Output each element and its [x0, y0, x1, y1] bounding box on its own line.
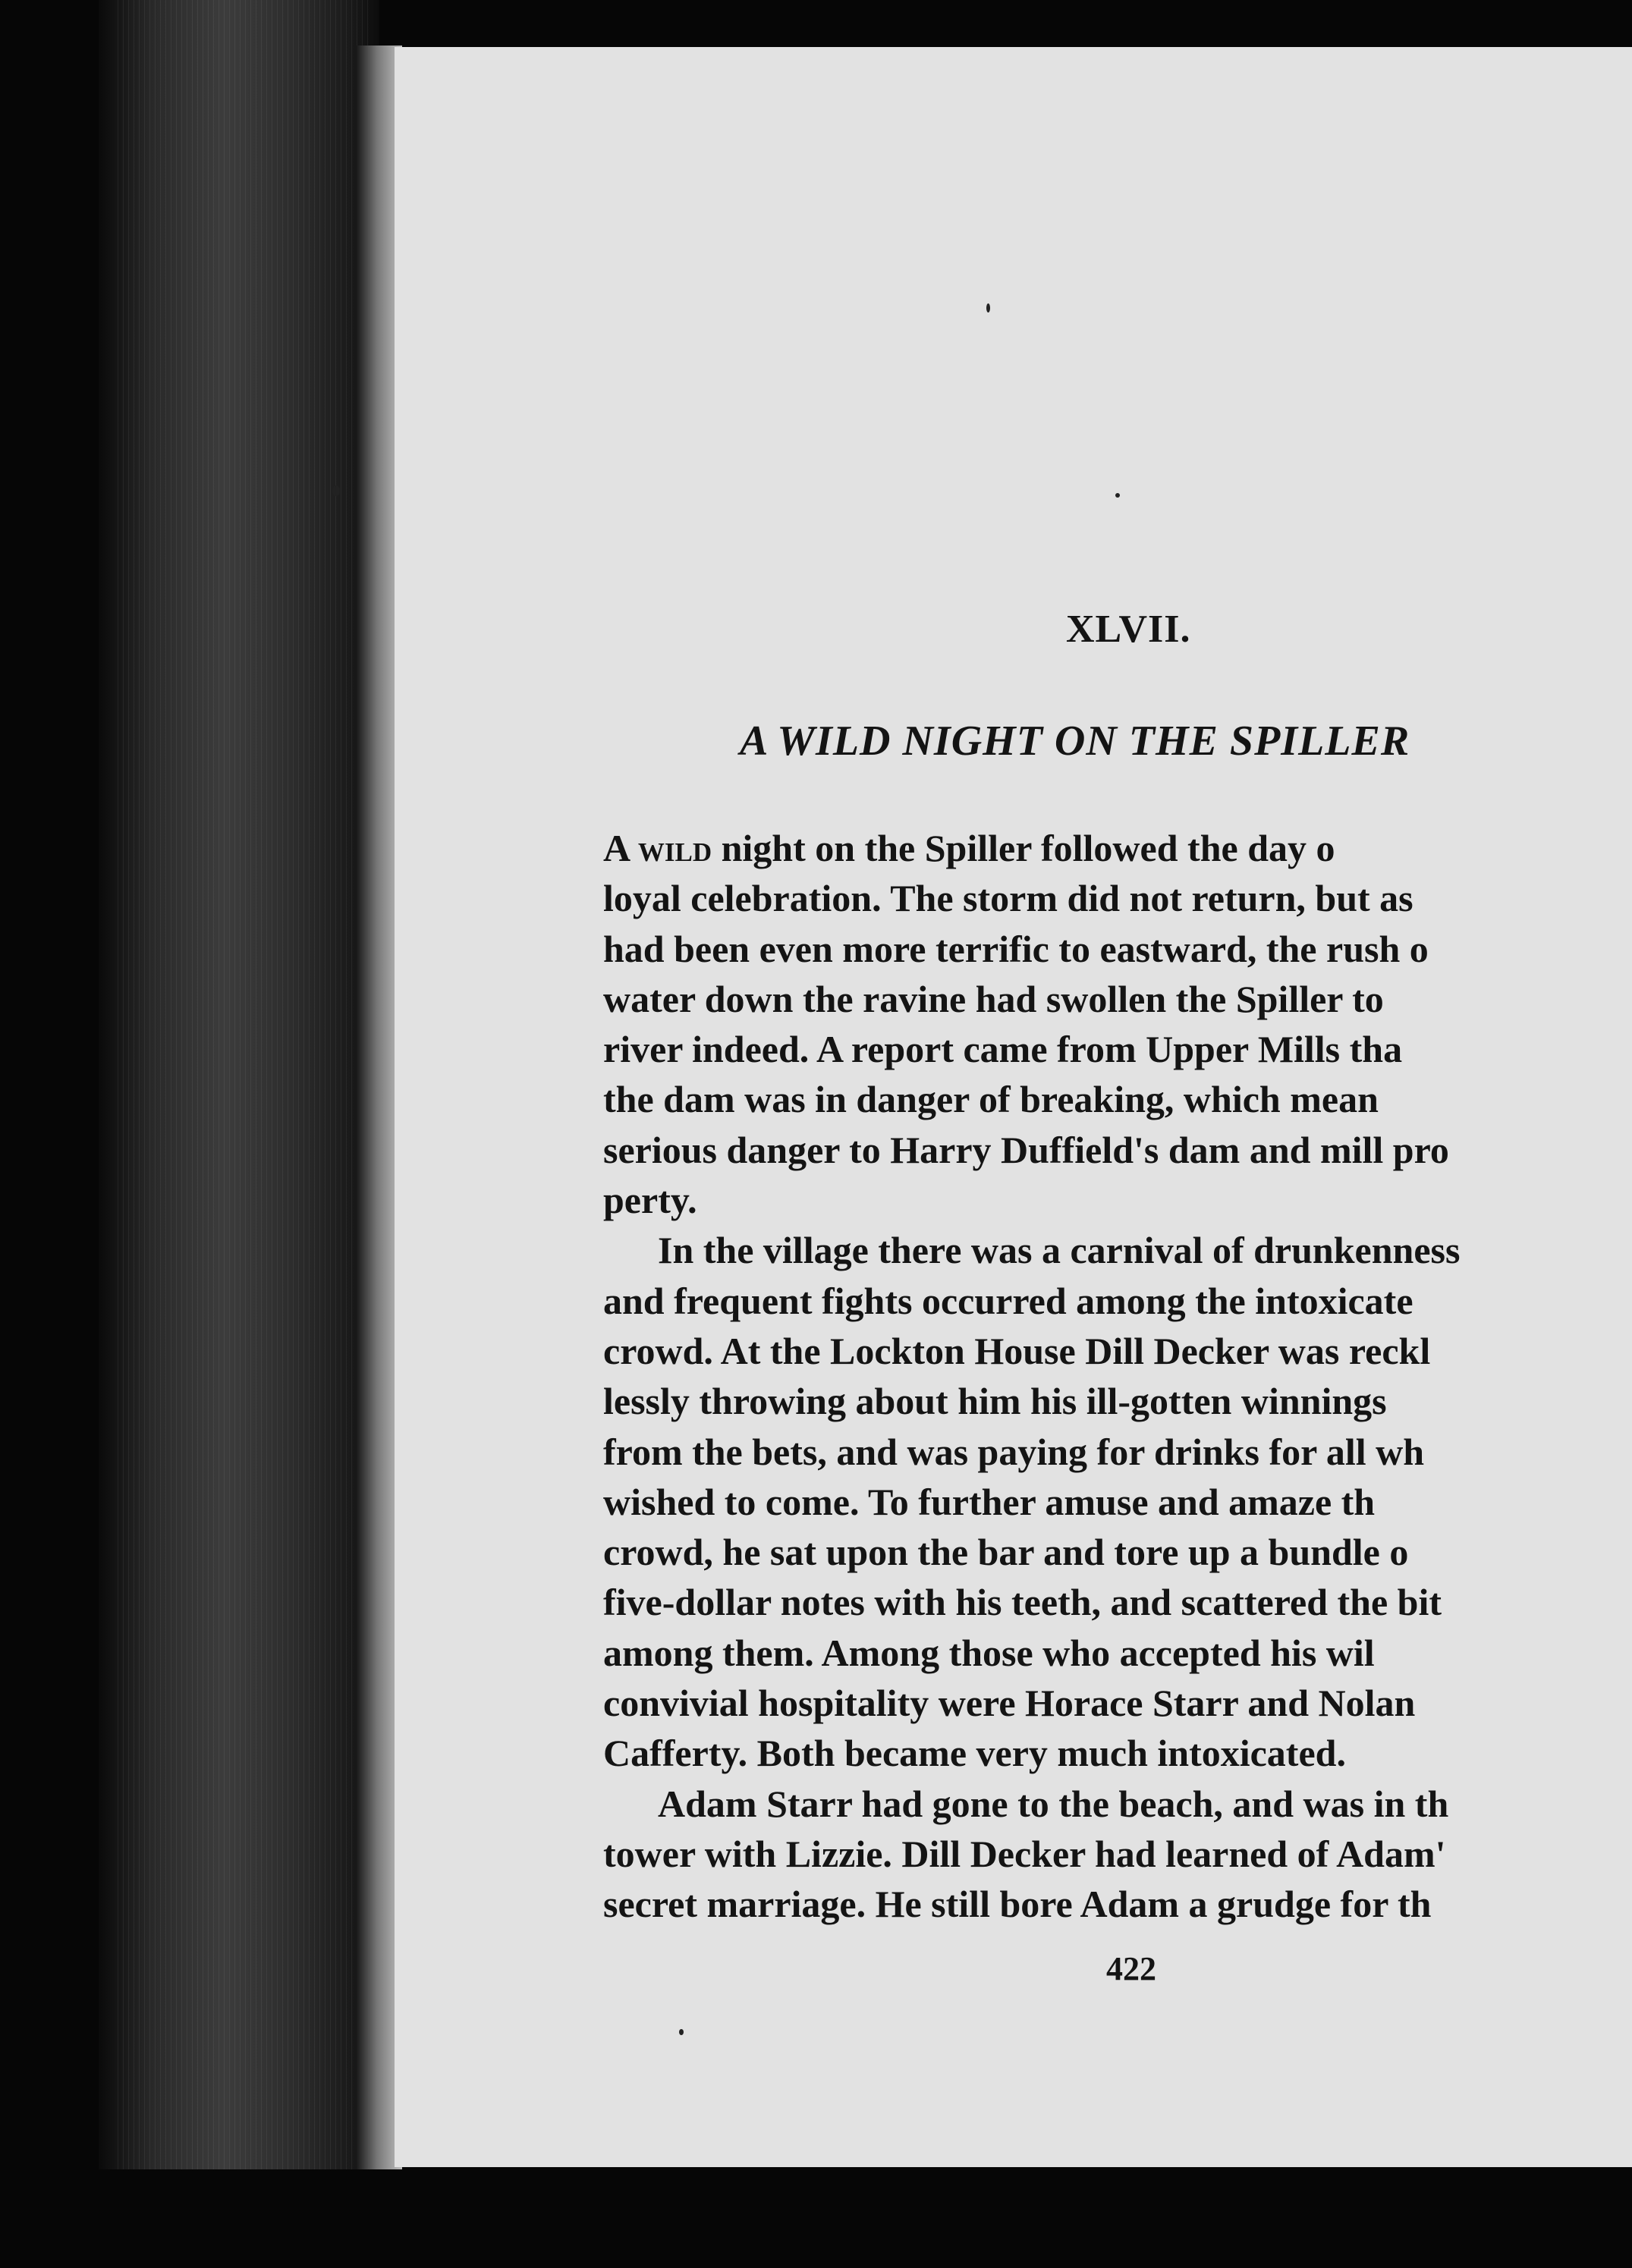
body-line: [603, 1678, 1632, 1728]
line-text: wished to come. To further amuse and amaze th: [603, 1480, 1376, 1523]
line-text: secret marriage. He still bore Adam a grudge for th: [603, 1883, 1432, 1926]
line-text: Cafferty. Both became very much intoxicated.: [603, 1732, 1346, 1775]
body-line: [603, 1427, 1632, 1477]
line-text: and frequent fights occurred among the intoxicate: [603, 1279, 1413, 1322]
body-line: [603, 1477, 1632, 1527]
line-text: night on the Spiller followed the day o: [712, 827, 1335, 869]
body-line: [603, 1024, 1632, 1074]
body-line: [603, 1577, 1632, 1627]
body-line: [603, 924, 1632, 974]
page-number: 422: [1106, 1950, 1156, 1987]
line-text: convivial hospitality were Horace Starr and Nolan: [603, 1682, 1416, 1725]
line-text: five-dollar notes with his teeth, and scattered the bit: [603, 1581, 1442, 1624]
line-text: In the village there was a carnival of drunkenness: [658, 1229, 1461, 1272]
line-text: among them. Among those who accepted his wil: [603, 1631, 1375, 1674]
line-text: crowd, he sat upon the bar and tore up a bundle o: [603, 1531, 1409, 1574]
line-text: crowd. At the Lockton House Dill Decker was reckl: [603, 1329, 1431, 1372]
dust-speck: [986, 303, 990, 313]
body-line: [603, 1527, 1632, 1577]
body-text: [603, 823, 1632, 1930]
body-line: [603, 873, 1632, 923]
body-line: [603, 1225, 1632, 1275]
line-text: serious danger to Harry Duffield's dam and mill pro: [603, 1128, 1449, 1171]
body-line: [603, 823, 1632, 873]
body-line: [603, 1276, 1632, 1326]
line-text: had been even more terrific to eastward, the rush o: [603, 927, 1429, 970]
line-text: lessly throwing about him his ill-gotten winnings: [603, 1380, 1387, 1423]
body-line: [603, 1879, 1632, 1929]
body-line: [603, 1175, 1632, 1225]
body-line: [603, 1628, 1632, 1678]
body-line: [603, 1779, 1632, 1829]
chapter-title: A WILD NIGHT ON THE SPILLER: [740, 718, 1410, 765]
body-line: [603, 1829, 1632, 1879]
small-caps-word: wild: [637, 827, 712, 869]
line-text: Adam Starr had gone to the beach, and was in th: [658, 1782, 1449, 1825]
dust-speck: [332, 485, 340, 496]
scan-bottom-border: [0, 2169, 1632, 2268]
book-edge-texture: [118, 0, 368, 2185]
line-text: tower with Lizzie. Dill Decker had learned of Adam': [603, 1832, 1446, 1875]
body-line: [603, 1125, 1632, 1175]
line-text: from the bets, and was paying for drinks for all wh: [603, 1430, 1425, 1473]
line-text: river indeed. A report came from Upper Mills tha: [603, 1028, 1403, 1071]
line-text: the dam was in danger of breaking, which mean: [603, 1078, 1379, 1121]
line-lead-word: A: [603, 827, 638, 869]
dust-speck: [679, 2029, 684, 2035]
body-line: [603, 974, 1632, 1024]
line-text: loyal celebration. The storm did not return, but as: [603, 877, 1413, 920]
line-text: water down the ravine had swollen the Spiller to: [603, 977, 1384, 1020]
chapter-number: XLVII.: [1066, 608, 1191, 651]
body-line: [603, 1728, 1632, 1778]
line-text: perty.: [603, 1179, 697, 1222]
body-line: [603, 1376, 1632, 1426]
body-line: [603, 1074, 1632, 1124]
dust-speck: [1115, 493, 1120, 498]
body-line: [603, 1326, 1632, 1376]
